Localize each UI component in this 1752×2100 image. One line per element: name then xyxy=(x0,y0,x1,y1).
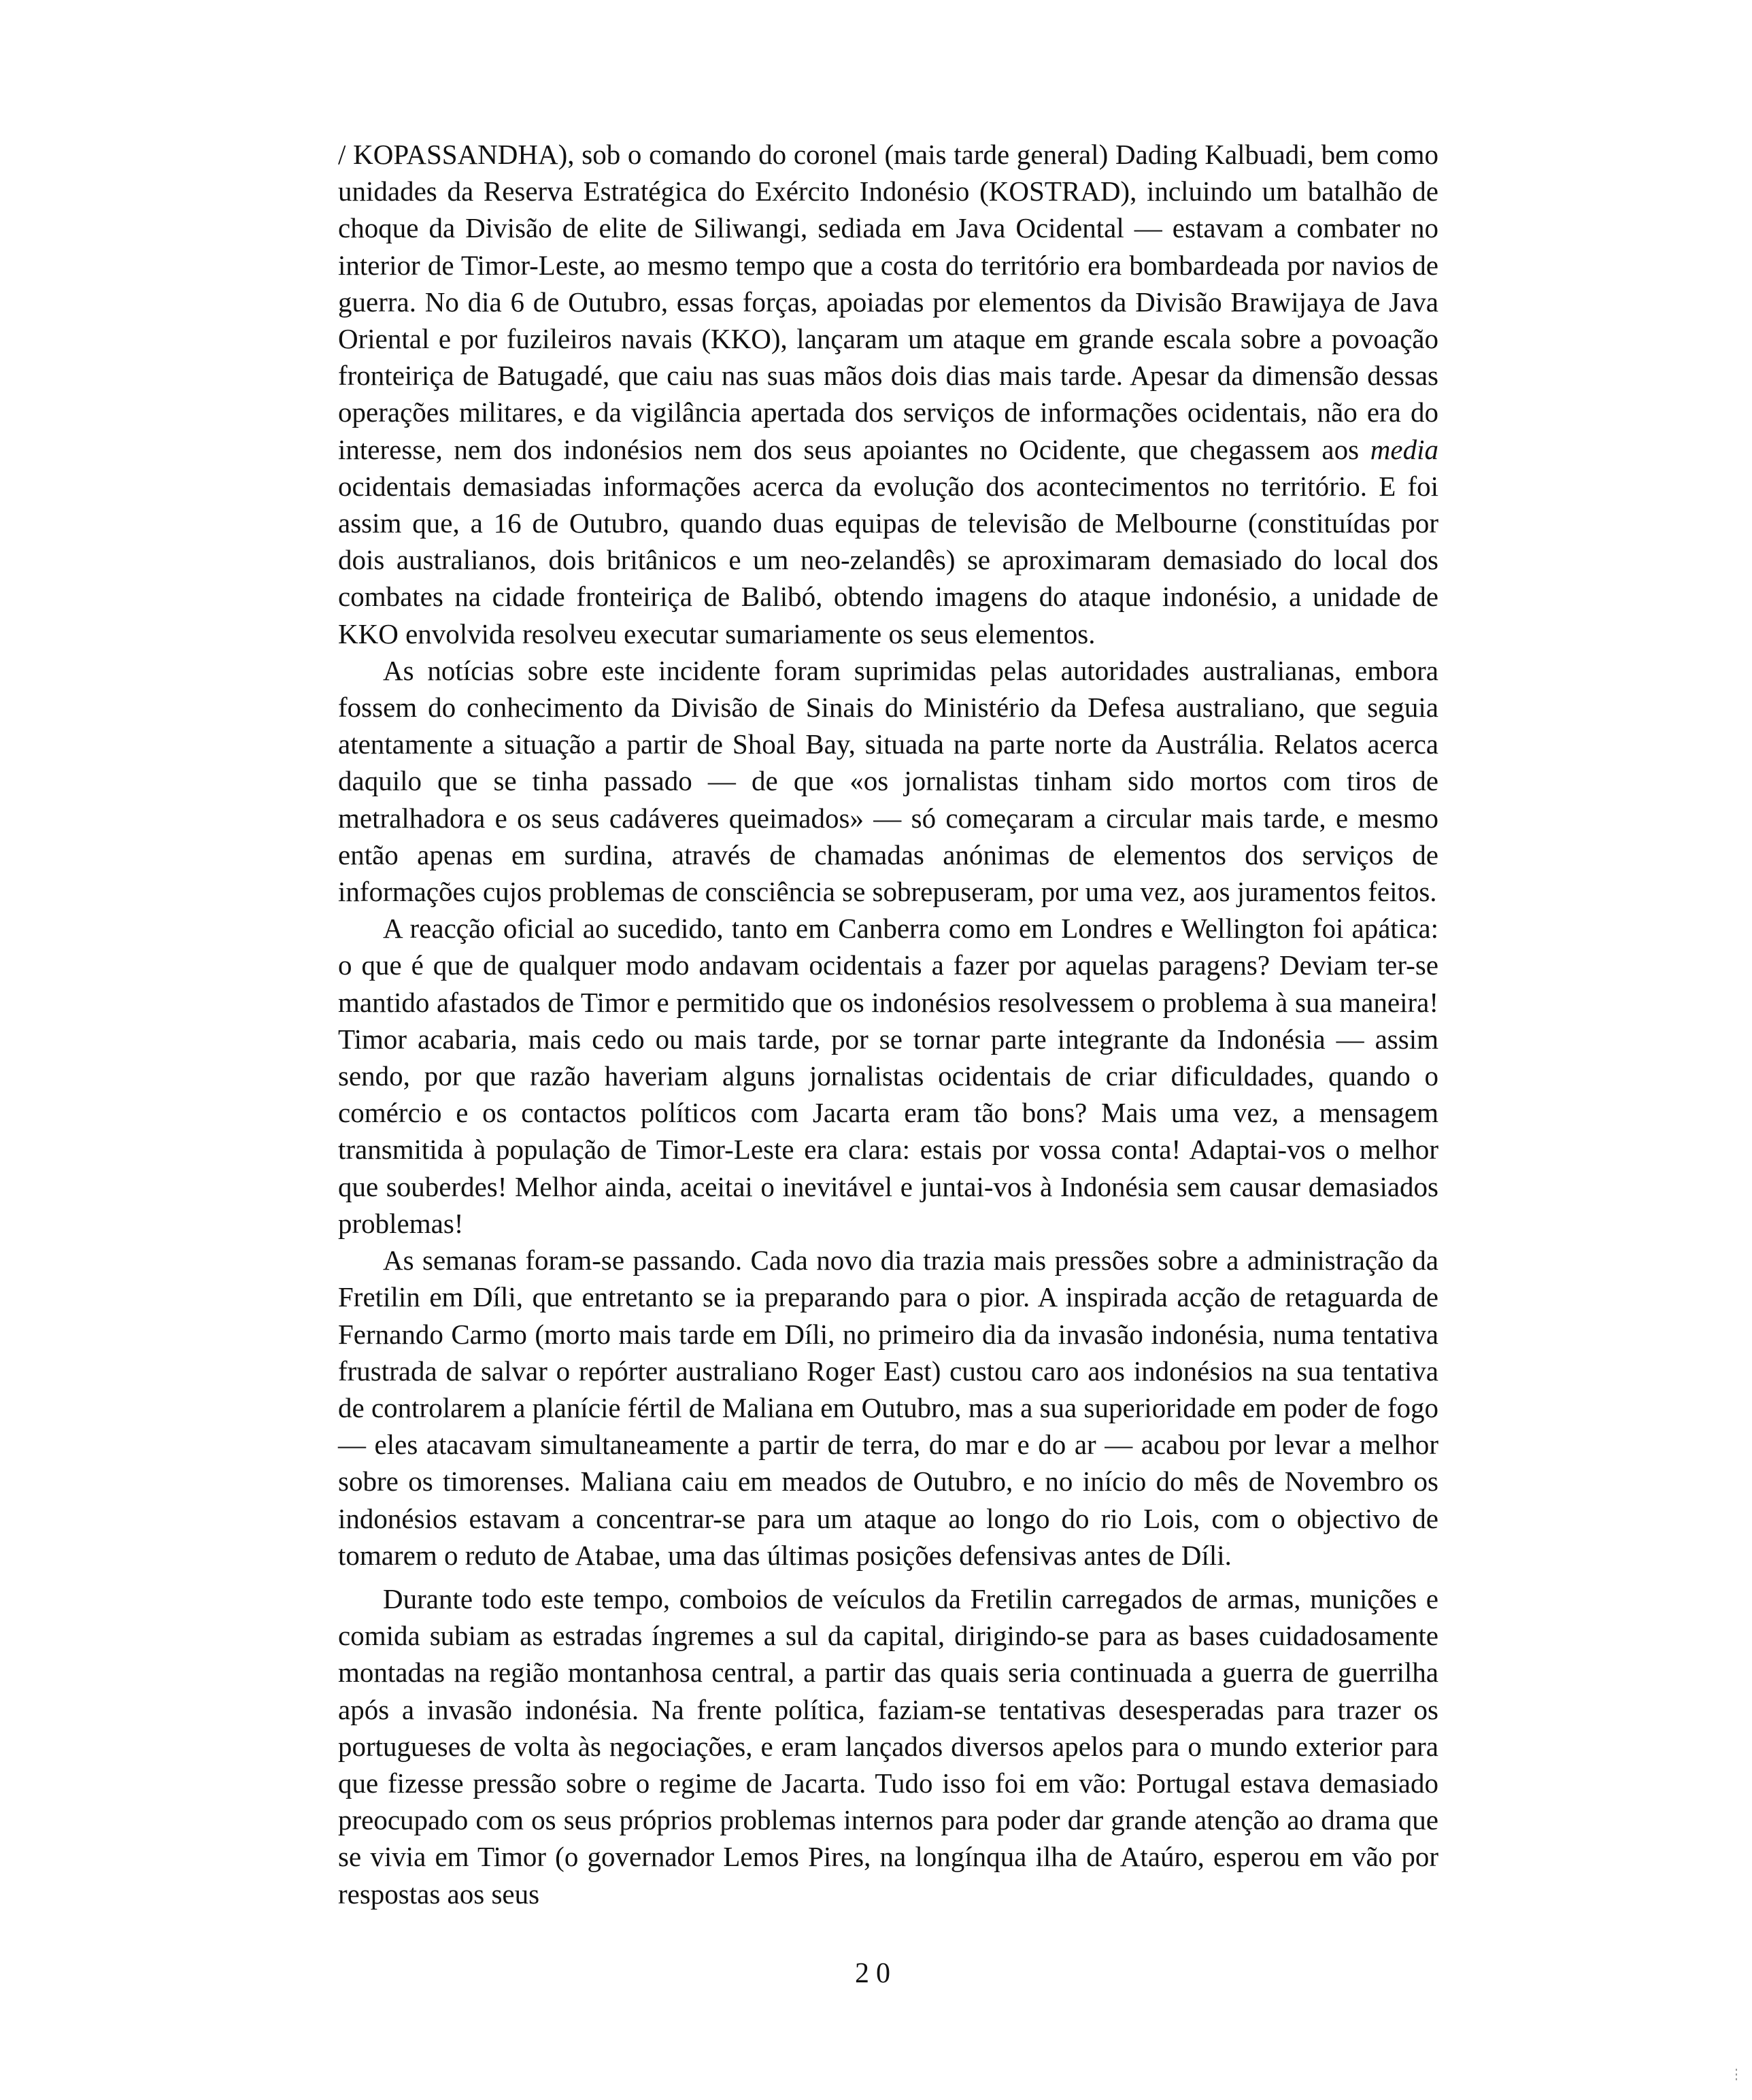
paragraph-3 xyxy=(338,910,1438,1242)
paragraph-4 xyxy=(338,1242,1438,1574)
text-run: As notícias sobre este incidente foram suprimidas pelas autoridades australianas, embora fossem do conhecimento da Divisão de Sinais do Ministério da Defesa australiano, que seguia atentamente a situação a partir de Shoal Bay, situada na parte norte da Austrália. Relatos acerca daquilo que se tinha passado — de que «os jornalistas tinham sido mortos com tiros de metralhadora e os seus cadáveres queimados» — só começaram a circular mais tarde, e mesmo então apenas em surdina, através de chamadas anónimas de elementos dos serviços de informações cujos problemas de consciência se sobrepuseram, por uma vez, aos juramentos feitos. xyxy=(338,654,1438,908)
italic-term-media: media xyxy=(1370,433,1438,465)
page-number: 20 xyxy=(855,1958,897,1989)
text-run: As semanas foram-se passando. Cada novo dia trazia mais pressões sobre a administração da Fretilin em Díli, que entretanto se ia preparando para o pior. A inspirada acção de retaguarda de Fernando Carmo (morto mais tarde em Díli, no primeiro dia da invasão indonésia, numa tentativa frustrada de salvar o repórter australiano Roger East) custou caro aos indonésios na sua tentativa de controlarem a planície fértil de Maliana em Outubro, mas a sua superioridade em poder de fogo — eles atacavam simultaneamente a partir de terra, do mar e do ar — acabou por levar a melhor sobre os timorenses. Maliana caiu em meados de Outubro, e no início do mês de Novembro os indonésios estavam a concentrar-se para um ataque ao longo do rio Lois, com o objectivo de tomarem o reduto de Atabae, uma das últimas posições defensivas antes de Díli. xyxy=(338,1244,1438,1571)
paragraph-5 xyxy=(338,1580,1438,1912)
text-run: Durante todo este tempo, comboios de veículos da Fretilin carregados de armas, munições e comida subiam as estradas íngremes a sul da capital, dirigindo-se para as bases cuidadosamente montadas na região montanhosa central, a partir das quais seria continuada a guerra de guerrilha após a invasão indonésia. Na frente política, faziam-se tentativas desesperadas para trazer os portugueses de volta às negociações, e eram lançados diversos apelos para o mundo exterior para que fizesse pressão sobre o regime de Jacarta. Tudo isso foi em vão: Portugal estava demasiado preocupado com os seus próprios problemas internos para poder dar grande atenção ao drama que se vivia em Timor (o governador Lemos Pires, na longínqua ilha de Ataúro, esperou em vão por respostas aos seus xyxy=(338,1582,1438,1910)
paragraph-2 xyxy=(338,652,1438,910)
paragraph-1 xyxy=(338,136,1438,652)
text-run: / KOPASSANDHA), sob o comando do coronel (mais tarde general) Dading Kalbuadi, bem como unidades da Reserva Estratégica do Exército Indonésio (KOSTRAD), incluindo um batalhão de choque da Divisão de elite de Siliwangi, sediada em Java Ocidental — estavam a combater no interior de Timor-Leste, ao mesmo tempo que a costa do território era bombardeada por navios de guerra. No dia 6 de Outubro, essas forças, apoiadas por elementos da Divisão Brawijaya de Java Oriental e por fuzileiros navais (KKO), lançaram um ataque em grande escala sobre a povoação fronteiriça de Batugadé, que caiu nas suas mãos dois dias mais tarde. Apesar da dimensão dessas operações militares, e da vigilância apertada dos serviços de informações ocidentais, não era do interesse, nem dos indonésios nem dos seus apoiantes no Ocidente, que chegassem aos xyxy=(338,139,1438,465)
text-run: ocidentais demasiadas informações acerca da evolução dos acontecimentos no território. E foi assim que, a 16 de Outubro, quando duas equipas de televisão de Melbourne (constituídas por dois australianos, dois britânicos e um neo-zelandês) se aproximaram demasiado do local dos combates na cidade fronteiriça de Balibó, obtendo imagens do ataque indonésio, a unidade de KKO envolvida resolveu executar sumariamente os seus elementos. xyxy=(338,470,1438,649)
scan-edge-mark xyxy=(1736,2069,1737,2081)
text-run: A reacção oficial ao sucedido, tanto em Canberra como em Londres e Wellington foi apática: o que é que de qualquer modo andavam ocidentais a fazer por aquelas paragens? Deviam ter-se mantido afastados de Timor e permitido que os indonésios resolvessem o problema à sua maneira! Timor acabaria, mais cedo ou mais tarde, por se tornar parte integrante da Indonésia — assim sendo, por que razão haveriam alguns jornalistas ocidentais de criar dificuldades, quando o comércio e os contactos políticos com Jacarta eram tão bons? Mais uma vez, a mensagem transmitida à população de Timor-Leste era clara: estais por vossa conta! Adaptai-vos o melhor que souberdes! Melhor ainda, aceitai o inevitável e juntai-vos à Indonésia sem causar demasiados problemas! xyxy=(338,913,1438,1239)
body-text xyxy=(338,136,1438,1912)
